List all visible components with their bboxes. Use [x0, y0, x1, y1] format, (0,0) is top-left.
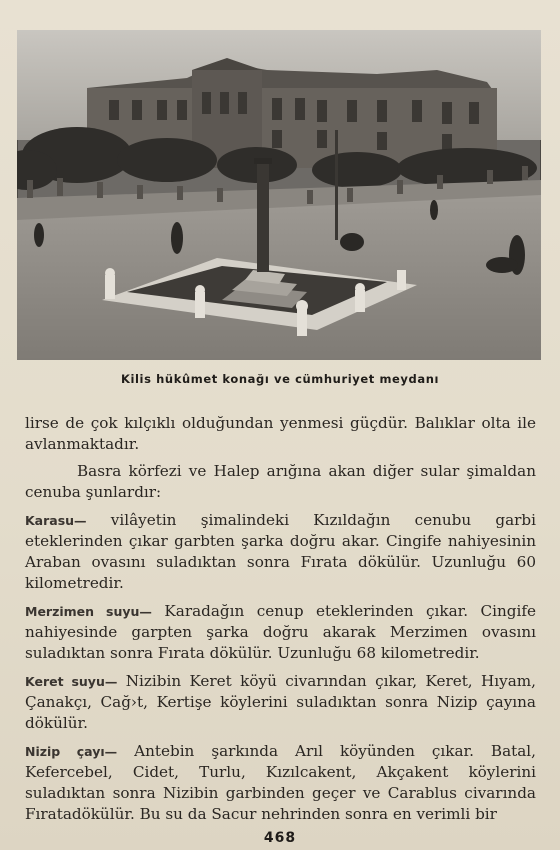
entry-nizip — [25, 741, 536, 825]
entry-text: Nizibin Keret köyü civarından çıkar, Keret, Hıyam, Çanakçı, Cağ›t, Kertişe köylerini suladıktan sonra Nizip çayına dökülür. — [25, 672, 536, 732]
page-number: 468 — [263, 830, 297, 846]
entry-text: Karadağın cenup eteklerinden çıkar. Cingife nahiyesinde garpten şarka doğru akarak Merzimen ovasını suladıktan sonra Fırata dökülür. Uzunluğu 68 kilometredir. — [25, 602, 536, 662]
entry-title: Nizip çayı— — [25, 744, 118, 759]
paragraph-intro: Basra körfezi ve Halep arığına akan diğer sular şimaldan cenuba şunlardır: — [25, 462, 536, 501]
photo-caption: Kilis hükûmet konağı ve cümhuriyet meydanı — [120, 372, 440, 386]
entry-title: Merzimen suyu— — [25, 604, 152, 619]
entry-karasu — [25, 510, 536, 594]
entry-title: Karasu— — [25, 513, 87, 528]
paragraph-continuation: lirse de çok kılçıklı olduğundan yenmesi güçdür. Balıklar olta ile avlanmaktadır. — [25, 414, 536, 453]
entry-keret — [25, 671, 536, 734]
entry-text: Antebin şarkında Arıl köyünden çıkar. Batal, Kefercebel, Cidet, Turlu, Kızılcakent, Akçakent köylerini suladıktan sonra Nizibin garbinden geçer ve Carablus civarında Fıratadökülür. Bu su da Sacur nehrinden sonra en verimli bir — [25, 742, 536, 823]
entry-text: vilâyetin şimalindeki Kızıldağın cenubu garbi eteklerinden çıkar garbten şarka doğru akar. Cingife nahiyesinin Araban ovasını suladıktan sonra Fırata dökülür. Uzunluğu 60 kilometredir. — [25, 511, 536, 592]
entry-merzimen — [25, 601, 536, 664]
historical-photograph — [17, 30, 541, 360]
body-text — [25, 413, 536, 825]
entry-title: Keret suyu— — [25, 674, 118, 689]
